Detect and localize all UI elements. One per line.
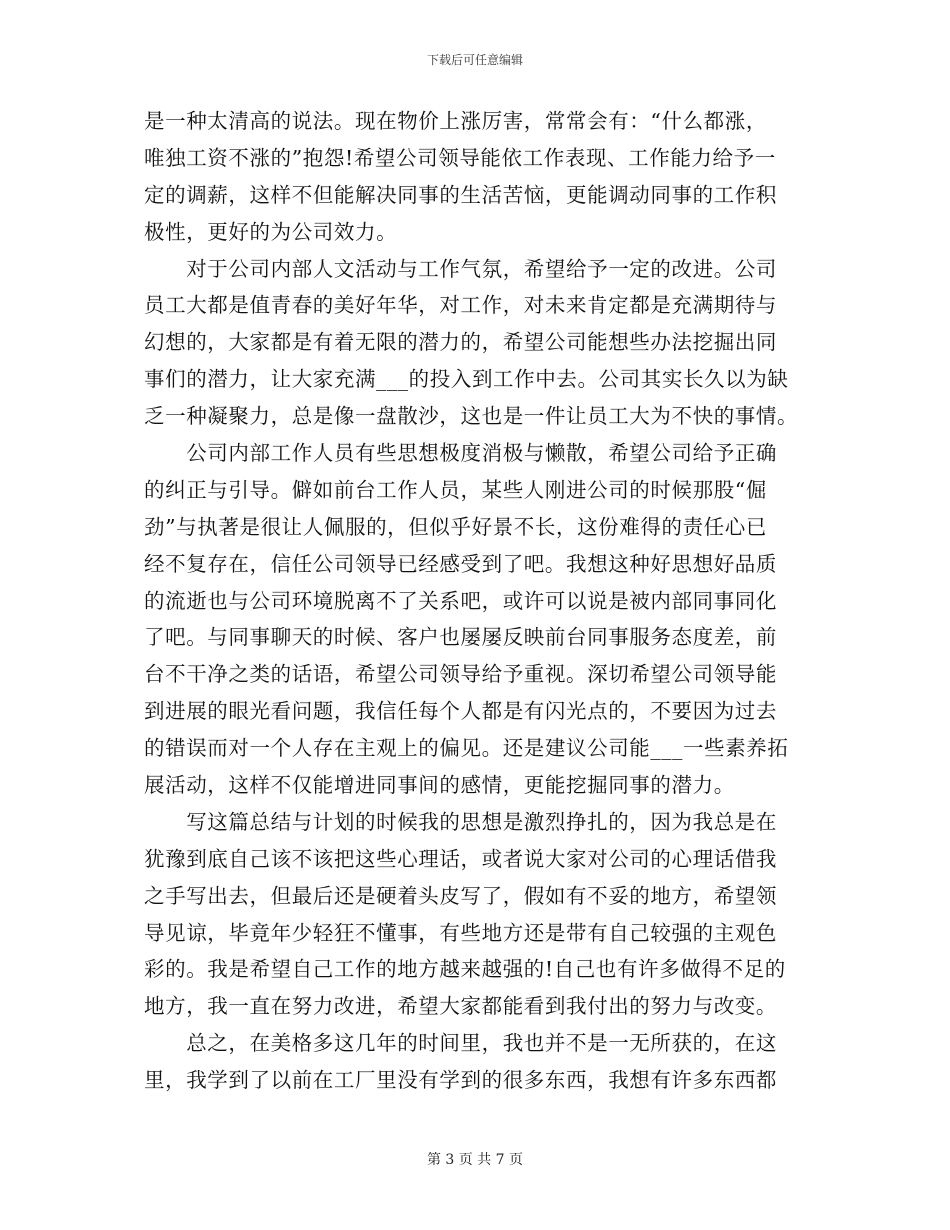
text-line: 地方，我一直在努力改进，希望大家都能看到我付出的努力与改变。: [144, 994, 777, 1019]
paragraph-1: [144, 103, 809, 251]
paragraph-4: [144, 804, 809, 1025]
paragraph-2: [144, 251, 809, 435]
text-line: 之手写出去，但最后还是硬着头皮写了，假如有不妥的地方，希望领: [144, 883, 777, 908]
text-line: 的流逝也与公司环境脱离不了关系吧，或许可以说是被内部同事同化: [144, 588, 777, 613]
text-line: 的纠正与引导。僻如前台工作人员，某些人刚进公司的时候那股“倔: [144, 477, 767, 502]
page-header: 下载后可任意编辑: [426, 53, 523, 67]
text-line: 了吧。与同事聊天的时候、客户也屡屡反映前台同事服务态度差，前: [144, 625, 777, 650]
text-line: 写这篇总结与计划的时候我的思想是激烈挣扎的，因为我总是在: [144, 809, 777, 834]
text-line: 对于公司内部人文活动与工作气氛，希望给予一定的改进。公司: [144, 256, 777, 281]
text-line: 定的调薪，这样不但能解决同事的生活苦恼，更能调动同事的工作积: [144, 182, 777, 207]
text-line: 导见谅，毕竟年少轻狂不懂事，有些地方还是带有自己较强的主观色: [144, 920, 777, 945]
text-line: 总之，在美格多这几年的时间里，我也并不是一无所获的，在这: [144, 1031, 777, 1056]
page-number: 第 3 页 共 7 页: [426, 1152, 524, 1168]
text-line: 唯独工资不涨的”抱怨!希望公司领导能依工作表现、工作能力给予一: [144, 145, 776, 170]
text-line: 极性，更好的为公司效力。: [144, 219, 398, 244]
text-line: 里，我学到了以前在工厂里没有学到的很多东西，我想有许多东西都: [144, 1068, 777, 1093]
document-body: [144, 103, 809, 1099]
text-line: 事们的潜力，让大家充满___的投入到工作中去。公司其实长久以为缺: [144, 367, 789, 392]
text-line: 员工大都是值青春的美好年华，对工作，对未来肯定都是充满期待与: [144, 293, 777, 318]
text-line: 展活动，这样不仅能增进同事间的感情，更能挖掘同事的潜力。: [144, 773, 735, 798]
text-line: 是一种太清高的说法。现在物价上涨厉害，常常会有：“什么都涨，: [144, 109, 767, 133]
text-line: 经不复存在，信任公司领导已经感受到了吧。我想这种好思想好品质: [144, 551, 777, 576]
text-line: 乏一种凝聚力，总是像一盘散沙，这也是一件让员工大为不快的事情。: [144, 404, 799, 429]
text-line: 幻想的，大家都是有着无限的潜力的，希望公司能想些办法挖掘出同: [144, 330, 777, 355]
text-line: 到进展的眼光看问题，我信任每个人都是有闪光点的，不要因为过去: [144, 699, 777, 724]
text-line: 彩的。我是希望自己工作的地方越来越强的!自己也有许多做得不足的: [144, 957, 786, 982]
paragraph-3: [144, 435, 809, 804]
text-line: 台不干净之类的话语，希望公司领导给予重视。深切希望公司领导能: [144, 662, 777, 687]
text-line: 的错误而对一个人存在主观上的偏见。还是建议公司能___一些素养拓: [144, 736, 789, 761]
paragraph-5: [144, 1025, 809, 1099]
text-line: 劲”与执著是很让人佩服的，但似乎好景不长，这份难得的责任心已: [144, 514, 767, 539]
text-line: 公司内部工作人员有些思想极度消极与懒散，希望公司给予正确: [144, 441, 777, 466]
text-line: 犹豫到底自己该不该把这些心理话，或者说大家对公司的心理话借我: [144, 846, 777, 871]
